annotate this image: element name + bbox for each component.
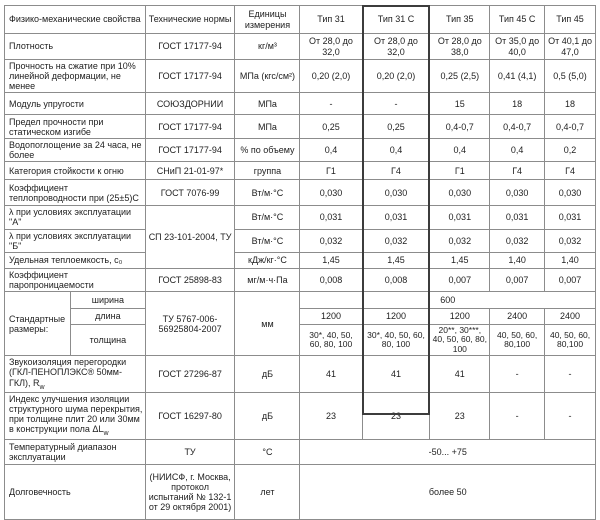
- table-cell: 0,032: [300, 229, 362, 252]
- table-cell: 2400: [490, 308, 545, 324]
- norm-cell: ТУ 5767-006-56925804-2007: [145, 291, 235, 356]
- header-type-35: Тип 35: [430, 6, 490, 34]
- row-label: Удельная теплоемкость, с₀: [5, 252, 146, 268]
- table-cell: 23: [300, 393, 362, 440]
- table-cell: 1,45: [362, 252, 430, 268]
- row-label-sizes: Стандартные размеры:: [5, 291, 71, 356]
- table-cell: 15: [430, 93, 490, 115]
- table-cell: 0,007: [490, 268, 545, 291]
- table-cell: -: [490, 393, 545, 440]
- table-cell: 1,40: [545, 252, 596, 268]
- unit-cell: Вт/м·°С: [235, 206, 300, 229]
- header-property: Физико-механические свойства: [5, 6, 146, 34]
- table-cell: 41: [430, 356, 490, 393]
- table-cell: 1200: [362, 308, 430, 324]
- row-label: Температурный диапазон эксплуатации: [5, 440, 146, 465]
- unit-cell: дБ: [235, 393, 300, 440]
- table-cell: От 28,0 до 32,0: [362, 34, 430, 60]
- unit-cell: мг/м·ч·Па: [235, 268, 300, 291]
- table-cell: -: [362, 93, 430, 115]
- norm-cell: ГОСТ 17177-94: [145, 139, 235, 162]
- table-cell: Г1: [300, 162, 362, 180]
- table-cell: 0,031: [490, 206, 545, 229]
- table-cell: 0,007: [430, 268, 490, 291]
- table-cell: Г1: [430, 162, 490, 180]
- table-cell: -: [490, 356, 545, 393]
- table-cell: 0,032: [430, 229, 490, 252]
- table-cell: 0,4-0,7: [490, 115, 545, 139]
- table-cell: 41: [300, 356, 362, 393]
- table-cell: 1200: [300, 308, 362, 324]
- table-cell: -: [300, 93, 362, 115]
- table-cell: 0,008: [300, 268, 362, 291]
- norm-cell: ГОСТ 17177-94: [145, 115, 235, 139]
- table-cell: 0,031: [300, 206, 362, 229]
- unit-cell: Вт/м·°С: [235, 229, 300, 252]
- table-row-impact: [5, 393, 596, 440]
- impact-label-subscript: w: [103, 430, 109, 438]
- table-cell: 0,031: [362, 206, 430, 229]
- size-sublabel-width: ширина: [71, 291, 145, 308]
- row-label: λ при условиях эксплуатации "Б": [5, 229, 146, 252]
- table-cell: 18: [545, 93, 596, 115]
- table-cell: 40, 50, 60, 80,100: [490, 324, 545, 356]
- table-cell: 41: [362, 356, 430, 393]
- row-label: Водопоглощение за 24 часа, не более: [5, 139, 146, 162]
- table-cell: 0,032: [545, 229, 596, 252]
- table-cell: 1,45: [430, 252, 490, 268]
- norm-cell: ТУ: [145, 440, 235, 465]
- table-cell: Г4: [490, 162, 545, 180]
- table-cell: 0,5 (5,0): [545, 60, 596, 93]
- row-label: Коэффициент теплопроводности при (25±5)С: [5, 180, 146, 206]
- table-row-temperature: [5, 440, 596, 465]
- table-cell: От 28,0 до 38,0: [430, 34, 490, 60]
- table-cell: 0,032: [490, 229, 545, 252]
- table-cell-merged: -50... +75: [300, 440, 596, 465]
- row-label: Предел прочности при статическом изгибе: [5, 115, 146, 139]
- norm-cell: ГОСТ 16297-80: [145, 393, 235, 440]
- norm-cell: СП 23-101-2004, ТУ: [145, 206, 235, 268]
- table-row-heat-capacity: [5, 252, 596, 268]
- table-cell: 23: [430, 393, 490, 440]
- norm-cell: ГОСТ 17177-94: [145, 60, 235, 93]
- table-row-size-length: [5, 308, 596, 324]
- table-cell-merged: более 50: [300, 465, 596, 520]
- table-cell: От 40,1 до 47,0: [545, 34, 596, 60]
- table-row-bending: [5, 115, 596, 139]
- sound-label-subscript: w: [39, 383, 45, 391]
- table-cell: 0,4: [490, 139, 545, 162]
- table-row-density: [5, 34, 596, 60]
- header-type-45: Тип 45: [545, 6, 596, 34]
- table-row-lambda-a: [5, 206, 596, 229]
- norm-cell: ГОСТ 27296-87: [145, 356, 235, 393]
- table-cell: 18: [490, 93, 545, 115]
- table-row-fire: [5, 162, 596, 180]
- unit-cell: % по объему: [235, 139, 300, 162]
- table-cell: 0,20 (2,0): [362, 60, 430, 93]
- table-row-durability: [5, 465, 596, 520]
- table-cell: 30*, 40, 50, 60, 80, 100: [362, 324, 430, 356]
- size-sublabel-length: длина: [71, 308, 145, 324]
- table-cell: 0,030: [300, 180, 362, 206]
- table-cell: Г4: [362, 162, 430, 180]
- row-label: Категория стойкости к огню: [5, 162, 146, 180]
- sound-label-text: Звукоизоляция перегородки (ГКЛ-ПЕНОПЛЭКС® 50мм-ГКЛ), R: [9, 357, 127, 388]
- header-units: Единицы измерения: [235, 6, 300, 34]
- unit-cell: МПа: [235, 115, 300, 139]
- table-cell: -: [545, 356, 596, 393]
- table-cell: 0,030: [362, 180, 430, 206]
- table-cell: 2400: [545, 308, 596, 324]
- table-cell: 0,031: [545, 206, 596, 229]
- header-type-31: Тип 31: [300, 6, 362, 34]
- row-label: [5, 356, 146, 393]
- table-cell: 0,032: [362, 229, 430, 252]
- table-cell: 0,007: [545, 268, 596, 291]
- table-cell: 20**, 30***, 40, 50, 60, 80, 100: [430, 324, 490, 356]
- norm-cell: ГОСТ 25898-83: [145, 268, 235, 291]
- table-cell: 0,030: [490, 180, 545, 206]
- header-norms: Технические нормы: [145, 6, 235, 34]
- header-type-45c: Тип 45 С: [490, 6, 545, 34]
- impact-label-text: Индекс улучшения изоляции структурного шума перекрытия, при толщине плит 20 или 30мм в конструкции пола ΔL: [9, 394, 143, 435]
- table-cell: -: [545, 393, 596, 440]
- table-cell: 0,4-0,7: [545, 115, 596, 139]
- table-cell: 0,4: [362, 139, 430, 162]
- table-row-thermal: [5, 180, 596, 206]
- table-cell: 0,4: [300, 139, 362, 162]
- norm-cell: СОЮЗДОРНИИ: [145, 93, 235, 115]
- row-label: Прочность на сжатие при 10% линейной деформации, не менее: [5, 60, 146, 93]
- norm-cell: (НИИСФ, г. Москва, протокол испытаний № 132-1 от 29 октября 2001): [145, 465, 235, 520]
- table-cell: 0,20 (2,0): [300, 60, 362, 93]
- table-cell: 1,40: [490, 252, 545, 268]
- table-row-water: [5, 139, 596, 162]
- row-label: Модуль упругости: [5, 93, 146, 115]
- table-row-compressive: [5, 60, 596, 93]
- unit-cell: группа: [235, 162, 300, 180]
- table-cell: 0,4: [430, 139, 490, 162]
- table-cell: 1,45: [300, 252, 362, 268]
- table-cell: 0,008: [362, 268, 430, 291]
- header-row: [5, 6, 596, 34]
- norm-cell: СНиП 21-01-97*: [145, 162, 235, 180]
- row-label: Коэффициент паропроницаемости: [5, 268, 146, 291]
- table-cell: 0,25: [362, 115, 430, 139]
- table-row-elastic: [5, 93, 596, 115]
- unit-cell: Вт/м·°С: [235, 180, 300, 206]
- properties-table: [4, 5, 596, 520]
- unit-cell: мм: [235, 291, 300, 356]
- row-label: λ при условиях эксплуатации "А": [5, 206, 146, 229]
- size-sublabel-thickness: толщина: [71, 324, 145, 356]
- unit-cell: МПа: [235, 93, 300, 115]
- table-cell-merged: 600: [300, 291, 596, 308]
- row-label: [5, 393, 146, 440]
- table-cell: 1200: [430, 308, 490, 324]
- table-row-size-width: [5, 291, 596, 308]
- row-label: Плотность: [5, 34, 146, 60]
- table-cell: 0,25: [300, 115, 362, 139]
- table-row-vapor: [5, 268, 596, 291]
- table-cell: 23: [362, 393, 430, 440]
- header-type-31c: Тип 31 С: [362, 6, 430, 34]
- norm-cell: ГОСТ 17177-94: [145, 34, 235, 60]
- row-label: Долговечность: [5, 465, 146, 520]
- unit-cell: дБ: [235, 356, 300, 393]
- table-cell: 0,25 (2,5): [430, 60, 490, 93]
- table-cell: 0,030: [430, 180, 490, 206]
- norm-cell: ГОСТ 7076-99: [145, 180, 235, 206]
- unit-cell: °С: [235, 440, 300, 465]
- table-cell: 0,030: [545, 180, 596, 206]
- table-cell: 40, 50, 60, 80,100: [545, 324, 596, 356]
- table-cell: От 28,0 до 32,0: [300, 34, 362, 60]
- unit-cell: МПа (кгс/см²): [235, 60, 300, 93]
- table-cell: От 35,0 до 40,0: [490, 34, 545, 60]
- unit-cell: лет: [235, 465, 300, 520]
- unit-cell: кДж/кг·°С: [235, 252, 300, 268]
- table-cell: Г4: [545, 162, 596, 180]
- table-cell: 0,2: [545, 139, 596, 162]
- unit-cell: кг/м³: [235, 34, 300, 60]
- table-cell: 0,031: [430, 206, 490, 229]
- table-row-lambda-b: [5, 229, 596, 252]
- table-cell: 0,4-0,7: [430, 115, 490, 139]
- table-row-size-thickness: [5, 324, 596, 356]
- table-row-sound: [5, 356, 596, 393]
- table-cell: 0,41 (4,1): [490, 60, 545, 93]
- table-cell: 30*, 40, 50, 60, 80, 100: [300, 324, 362, 356]
